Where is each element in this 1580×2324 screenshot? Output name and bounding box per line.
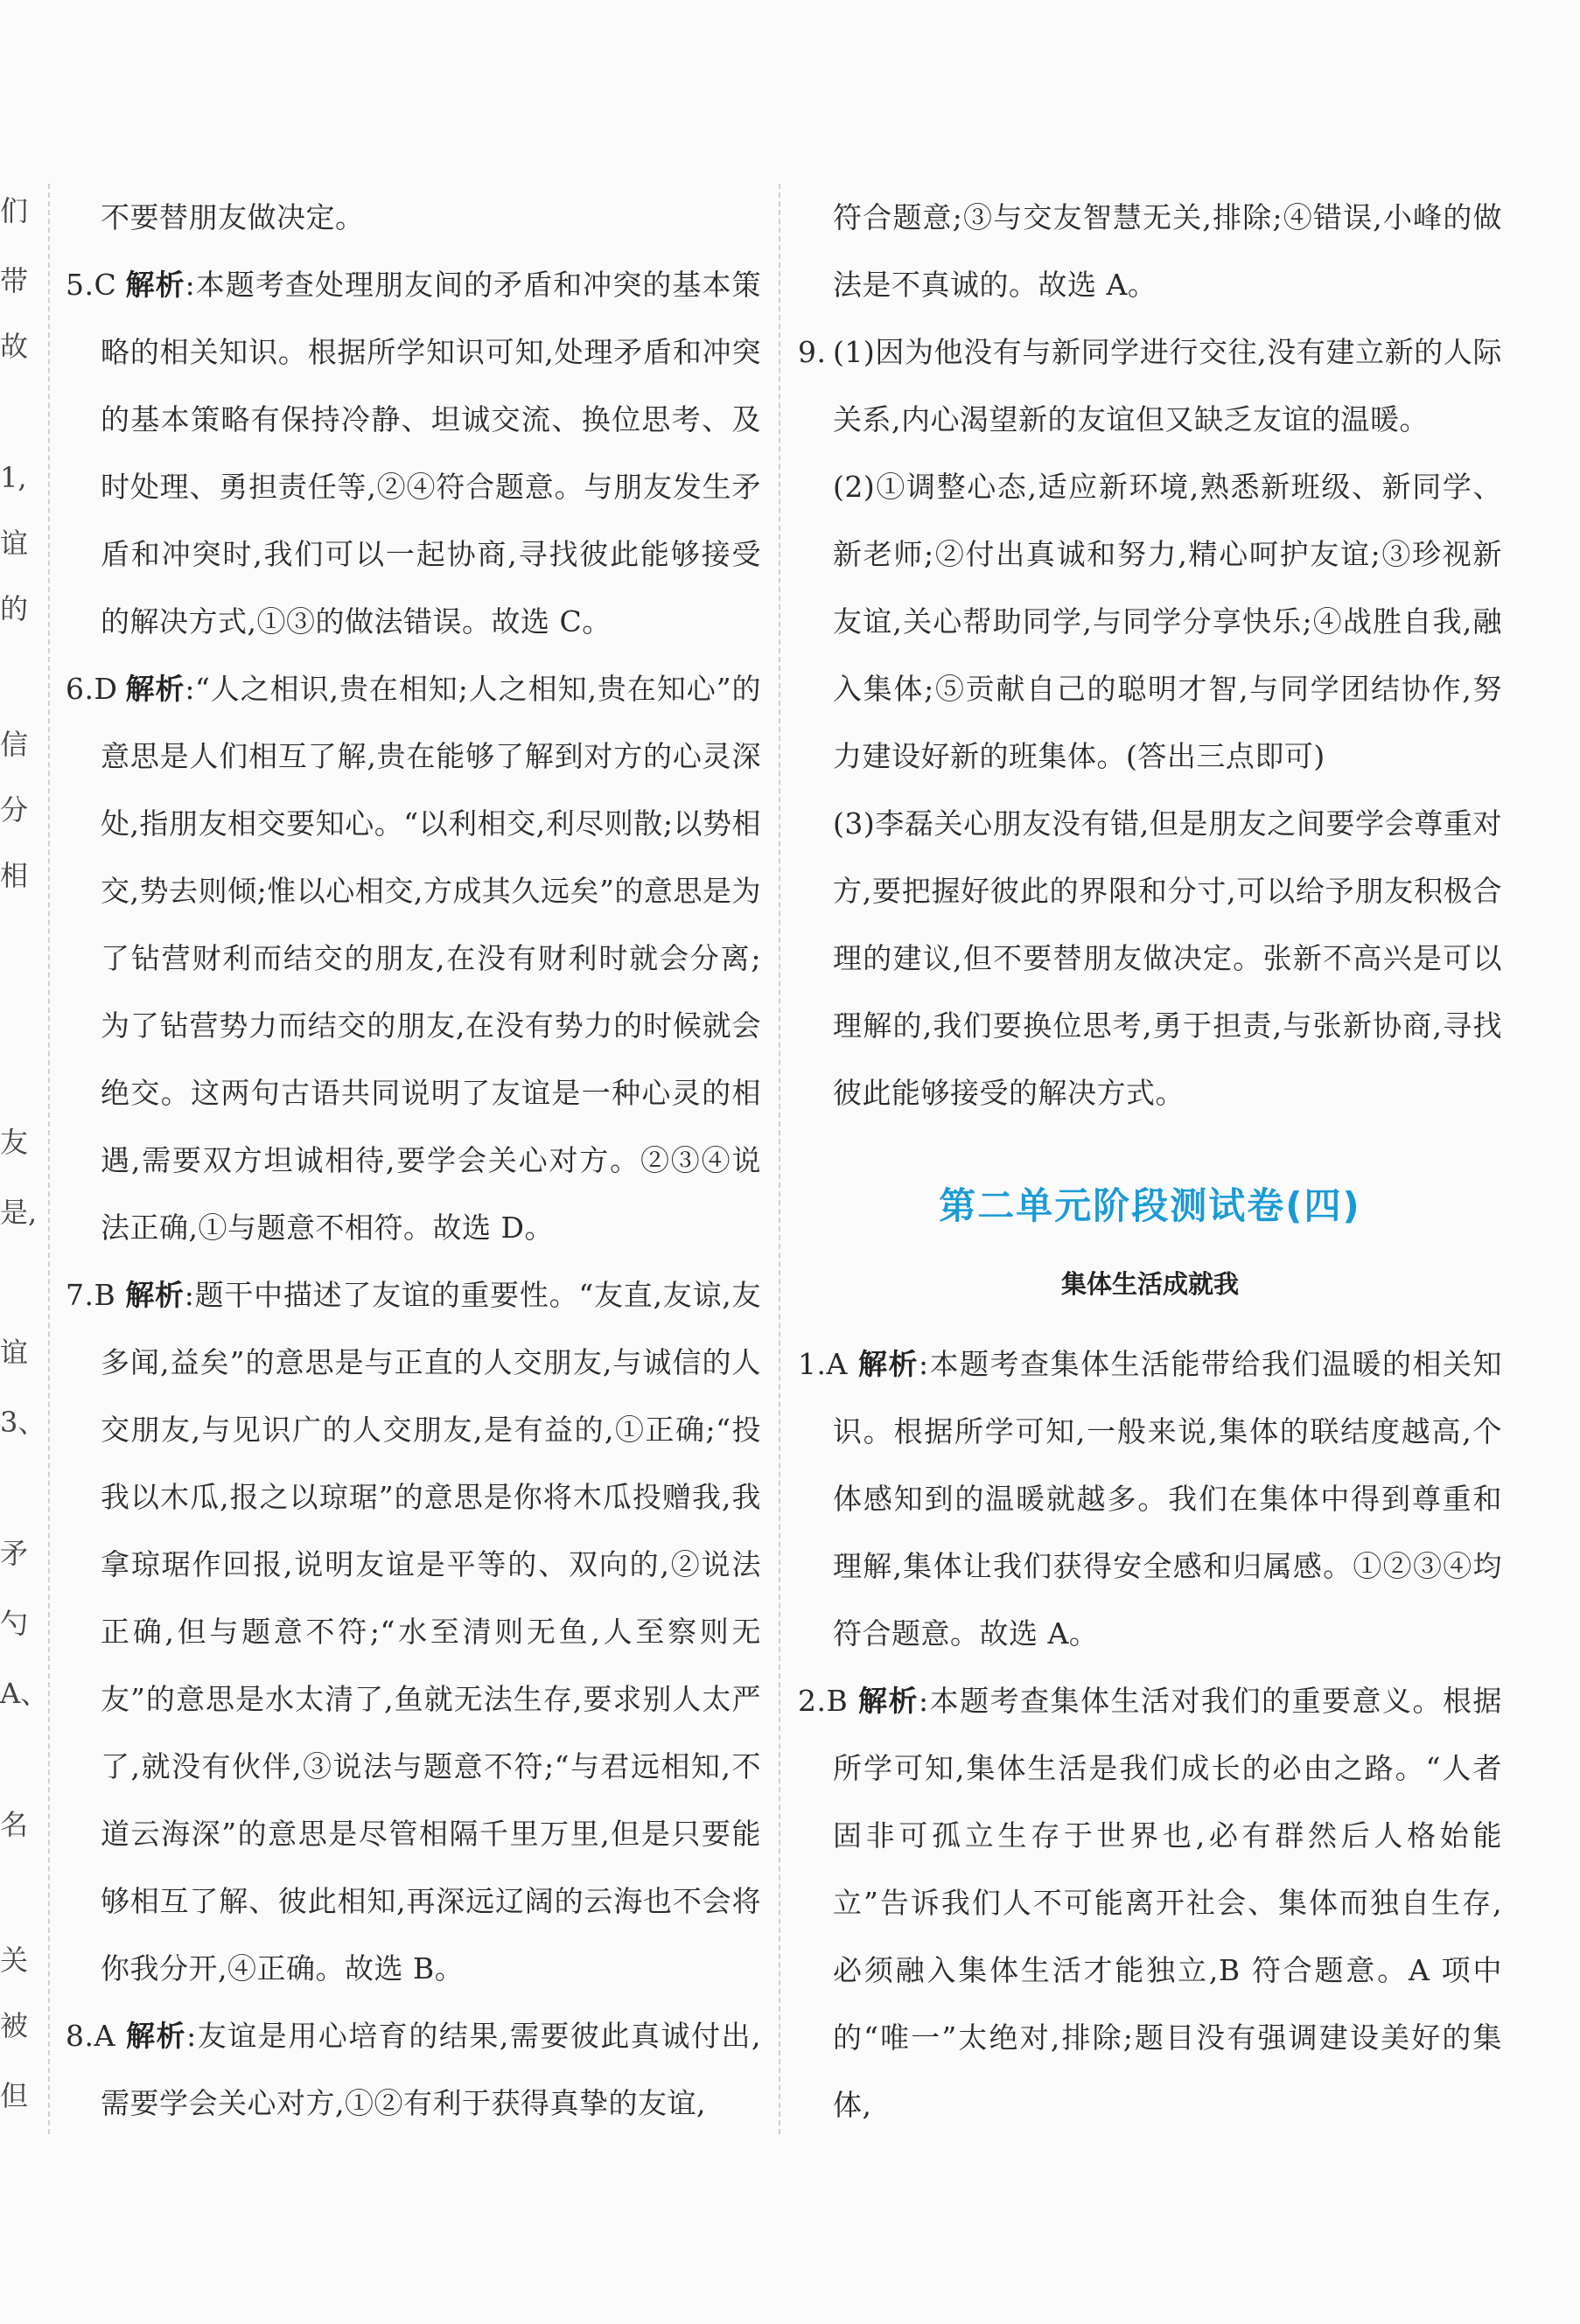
answer-1 (798, 1330, 1502, 1667)
answer-5 (66, 251, 761, 655)
cropped-edge-char: 谊 (0, 527, 29, 560)
answer-text: :本题考查处理朋友间的矛盾和冲突的基本策略的相关知识。根据所学知识可知,处理矛盾和冲突的基本策略有保持冷静、坦诚交流、换位思考、及时处理、勇担责任等,②④符合题意。与朋友发生矛盾和冲突时,我们可以一起协商,寻找彼此能够接受的解决方式,①③的做法错误。故选 C。 (101, 268, 761, 639)
analysis-keyword: 解析 (125, 2019, 187, 2053)
left-column (66, 184, 761, 2137)
answer-text: :“人之相识,贵在相知;人之相知,贵在知心”的意思是人们相互了解,贵在能够了解到对方的心灵深处,指朋友相交要知心。“以利相交,利尽则散;以势相交,势去则倾;惟以心相交,方成其久远矣”的意思是为了钻营财利而结交的朋友,在没有财利时就会分离;为了钻营势力而结交的朋友,在没有势力的时候就会绝交。这两句古语共同说明了友谊是一种心灵的相遇,需要双方坦诚相待,要学会关心对方。②③④说法正确,①与题意不相符。故选 D。 (101, 672, 761, 1245)
answer-number: 8.A (66, 2019, 115, 2053)
cropped-edge-char: 故 (0, 330, 29, 363)
paragraph-continuation: 不要替朋友做决定。 (101, 200, 365, 234)
answer-9-part-2: (2)①调整心态,适应新环境,熟悉新班级、新同学、新老师;②付出真诚和努力,精心呵护友谊;③珍视新友谊,关心帮助同学,与同学分享快乐;④战胜自我,融入集体;⑤贡献自己的聪明才智,与同学团结协作,努力建设好新的班集体。(答出三点即可) (833, 470, 1502, 773)
cropped-edge-char: 关 (0, 1944, 29, 1977)
cropped-edge-char: 被 (0, 2009, 29, 2042)
cropped-edge-char: 的 (0, 592, 29, 625)
cropped-edge-char: 谊 (0, 1336, 29, 1369)
cropped-edge-char: 分 (0, 793, 29, 827)
unit-test-title: 第二单元阶段测试卷(四) (939, 1184, 1361, 1227)
left-edge-cropped-text (0, 0, 49, 2324)
cropped-edge-char: 1, (0, 461, 27, 494)
cropped-edge-char: A、 (0, 1677, 49, 1710)
cropped-edge-char: 相 (0, 859, 29, 892)
answer-6 (66, 655, 761, 1261)
cropped-edge-char: 带 (0, 264, 29, 297)
cropped-edge-char: 3、 (0, 1406, 46, 1439)
answer-9-part-3: (3)李磊关心朋友没有错,但是朋友之间要学会尊重对方,要把握好彼此的界限和分寸,可以给予朋友积极合理的建议,但不要替朋友做决定。张新不高兴是可以理解的,我们要换位思考,勇于担责,与张新协商,寻找彼此能够接受的解决方式。 (833, 806, 1502, 1110)
cropped-edge-char: 友 (0, 1126, 29, 1159)
paragraph-continuation: 符合题意;③与交友智慧无关,排除;④错误,小峰的做法是不真诚的。故选 A。 (833, 200, 1502, 302)
answer-text: :题干中描述了友谊的重要性。“友直,友谅,友多闻,益矣”的意思是与正直的人交朋友,与诚信的人交朋友,与见识广的人交朋友,是有益的,①正确;“投我以木瓜,报之以琼琚”的意思是你将木瓜投赠我,我拿琼琚作回报,说明友谊是平等的、双向的,②说法正确,但与题意不符;“水至清则无鱼,人至察则无友”的意思是水太清了,鱼就无法生存,要求别人太严了,就没有伙伴,③说法与题意不符;“与君远相知,不道云海深”的意思是尽管相隔千里万里,但是只要能够相互了解、彼此相知,再深远辽阔的云海也不会将你我分开,④正确。故选 B。 (101, 1278, 762, 1986)
cropped-edge-char: 名 (0, 1808, 29, 1841)
analysis-keyword: 解析 (125, 268, 185, 302)
answer-9-part-1: (1)因为他没有与新同学进行交往,没有建立新的人际关系,内心渴望新的友谊但又缺乏友谊的温暖。 (833, 335, 1502, 436)
analysis-keyword: 解析 (857, 1347, 919, 1381)
answer-8 (66, 2002, 761, 2137)
answer-9 (798, 318, 1502, 453)
answer-number: 1.A (798, 1347, 848, 1381)
cropped-edge-char: 是, (0, 1196, 38, 1229)
cropped-edge-char: 矛 (0, 1537, 29, 1570)
answer-number: 2.B (798, 1684, 849, 1718)
answer-text: :本题考查集体生活能带给我们温暖的相关知识。根据所学可知,一般来说,集体的联结度越高,个体感知到的温暖就越多。我们在集体中得到尊重和理解,集体让我们获得安全感和归属感。①②③④均符合题意。故选 A。 (833, 1347, 1502, 1651)
section-title: 集体生活成就我 (1060, 1269, 1239, 1299)
column-divider-left (48, 184, 50, 2134)
right-column (798, 184, 1502, 2139)
answer-number: 5.C (66, 268, 117, 302)
answer-text: :本题考查集体生活对我们的重要意义。根据所学可知,集体生活是我们成长的必由之路。“人者固非可孤立生存于世界也,必有群然后人格始能立”告诉我们人不可能离开社会、集体而独自生存,必须融入集体生活才能独立,B 符合题意。A 项中的“唯一”太绝对,排除;题目没有强调建设美好的集体, (833, 1684, 1502, 2122)
answer-number: 9. (798, 335, 827, 369)
answer-number: 6.D (66, 672, 118, 706)
cropped-edge-char: 信 (0, 728, 29, 761)
analysis-keyword: 解析 (125, 1278, 185, 1312)
cropped-edge-char: 们 (0, 194, 29, 227)
analysis-keyword: 解析 (125, 672, 185, 706)
cropped-edge-char: 但 (0, 2079, 29, 2112)
answer-7 (66, 1261, 761, 2002)
column-divider-middle (779, 184, 780, 2134)
cropped-edge-char: 勺 (0, 1607, 29, 1640)
answer-2 (798, 1667, 1502, 2139)
answer-number: 7.B (66, 1278, 116, 1312)
answer-text: :友谊是用心培育的结果,需要彼此真诚付出,需要学会关心对方,①②有利于获得真挚的友谊, (101, 2019, 761, 2120)
analysis-keyword: 解析 (857, 1684, 919, 1718)
